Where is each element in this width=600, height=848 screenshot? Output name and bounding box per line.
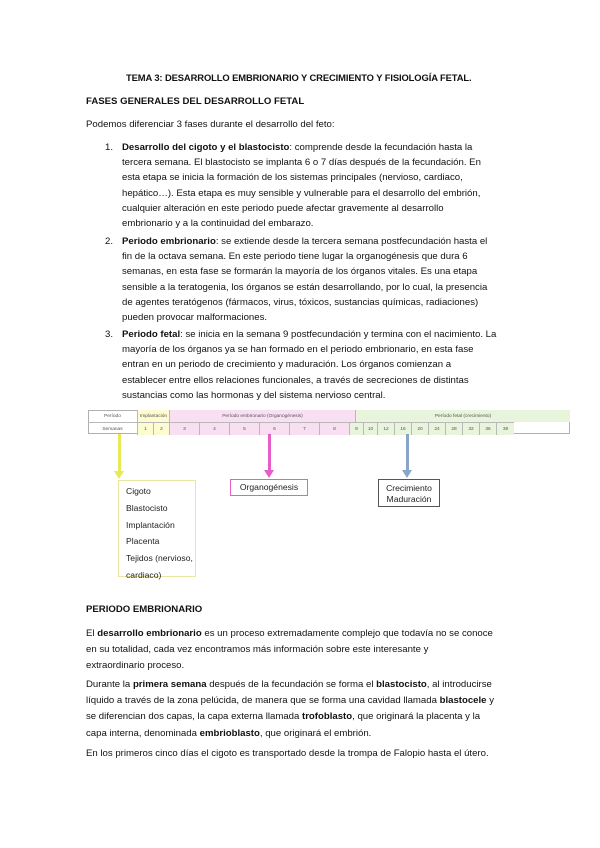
- text-run: El: [86, 628, 98, 639]
- timeline-week-cell: 1: [138, 423, 154, 435]
- text-run: después de la fecundación se forma el: [206, 679, 377, 690]
- phase-text-line: tercera semana. El blastocisto se implanta 6 o 7 días después de la fecundación. En: [122, 157, 481, 169]
- phase-text-line: embrionario y a la continuidad del embarazo.: [122, 218, 314, 230]
- intro-paragraph: Podemos diferenciar 3 fases durante el desarrollo del feto:: [86, 119, 335, 130]
- bold-term: embrioblasto: [199, 727, 260, 739]
- timeline-week-cell: 32: [463, 423, 480, 435]
- paragraph-primera-semana: [86, 677, 518, 742]
- list-number: 1.: [105, 142, 114, 153]
- timeline-week-cell: 7: [290, 423, 320, 435]
- list-number: 3.: [105, 329, 114, 340]
- section-heading-fases: FASES GENERALES DEL DESARROLLO FETAL: [86, 96, 305, 107]
- timeline-weeks-row: [88, 422, 514, 435]
- phase-text-line: : se inicia en la semana 9 postfecundación y termina con el nacimiento. La: [180, 329, 497, 340]
- timeline-implantation-cell: Implantación: [138, 410, 170, 422]
- text-run: es un proceso extremadamente complejo que todavía no se conoce: [201, 628, 493, 639]
- timeline-row-label: Semanas: [88, 423, 138, 435]
- timeline-embryonic-cell: Período embrionario (Organogénesis): [170, 410, 356, 422]
- text-run: líquido a través de la zona pelúcida, de manera que se forma una cavidad llamada: [86, 695, 440, 707]
- box-list-item: Blastocisto: [126, 502, 168, 513]
- phase-text-line: esta etapa se inicia la formación de los sistemas principales (nervioso, cardiaco,: [122, 172, 463, 184]
- phase-text-line: cualquier alteración en este periodo puede afectar gravemente al desarrollo: [122, 202, 444, 214]
- timeline-week-cell: 3: [170, 423, 200, 435]
- timeline-week-cell: 12: [378, 423, 395, 435]
- text-run: Durante la: [86, 679, 133, 690]
- timeline-week-cell: 36: [480, 423, 497, 435]
- timeline-period-row: [88, 410, 570, 422]
- box-line: Crecimiento: [386, 483, 432, 493]
- timeline-week-cell: 6: [260, 423, 290, 435]
- text-run: , que originará la placenta y la: [352, 711, 481, 723]
- timeline-week-cell: 4: [200, 423, 230, 435]
- bold-term: trofoblasto: [302, 711, 353, 723]
- list-number: 2.: [105, 236, 114, 247]
- text-run: , que originará el embrión.: [259, 727, 372, 739]
- phase-text-line: entran en un periodo de crecimiento y maduración. Los órganos comienzan a: [122, 359, 452, 371]
- timeline-week-cell: 5: [230, 423, 260, 435]
- timeline-fetal-cell: Período fetal (crecimiento): [356, 410, 570, 422]
- bold-term: blastocisto: [376, 679, 427, 690]
- timeline-week-cell: 2: [154, 423, 170, 435]
- timeline-week-cell: 10: [364, 423, 378, 435]
- phase-text-line: de agentes teratógenos (fármacos, virus, tóxicos, sustancias químicas, radiaciones): [122, 296, 479, 308]
- stages-box-left: [118, 480, 196, 580]
- section-heading-periodo: PERIODO EMBRIONARIO: [86, 604, 203, 615]
- box-list-item: cardiaco): [126, 569, 162, 580]
- timeline-week-cell: 8: [320, 423, 350, 435]
- bold-term: blastocele: [439, 695, 487, 707]
- phase-text-line: : se extiende desde la tercera semana postfecundación hasta el: [215, 236, 488, 247]
- box-list-item: Placenta: [126, 536, 160, 547]
- phase-text-line: mayoría de los órganos ya se han formado en el periodo embrionario, en esta fase: [122, 344, 474, 356]
- phase-item-1: [105, 140, 520, 231]
- phase-text-line: sustancias como las hormonas y del sistema nervioso central.: [122, 389, 386, 401]
- phase-text-line: establecer entre ellos relaciones funcionales, a través de secreciones de distintas: [122, 374, 469, 386]
- organogenesis-box: Organogénesis: [230, 479, 308, 496]
- timeline-row-label: Período: [88, 410, 138, 422]
- phase-text-line: pueden provocar malformaciones.: [122, 312, 268, 324]
- phase-term: Periodo fetal: [122, 329, 181, 340]
- development-timeline: [88, 410, 570, 434]
- phase-item-3: [105, 327, 520, 403]
- phase-text-line: fin de la octava semana. En este periodo tiene lugar la organogénesis que dura 6: [122, 251, 468, 263]
- phase-term: Desarrollo del cigoto y el blastocisto: [122, 142, 290, 153]
- timeline-week-cell: 38: [497, 423, 514, 435]
- bold-term: desarrollo embrionario: [97, 628, 202, 639]
- paragraph-transporte: En los primeros cinco días el cigoto es transportado desde la trompa de Falopio hasta el útero.: [86, 748, 489, 759]
- timeline-week-cell: 9: [350, 423, 364, 435]
- phase-text-line: : comprende desde la fecundación hasta la: [289, 142, 473, 153]
- text-line: extraordinario proceso.: [86, 660, 185, 672]
- phase-text-line: hepático…). Esta etapa es muy sensible y vulnerable para el desarrollo del embrión,: [122, 187, 481, 199]
- phase-item-2: [105, 234, 520, 325]
- timeline-week-cell: 28: [446, 423, 463, 435]
- timeline-week-cell: 16: [395, 423, 412, 435]
- box-list-item: Implantación: [126, 519, 175, 530]
- text-run: y: [486, 695, 494, 707]
- box-list-item: Cigoto: [126, 486, 151, 496]
- box-list-item: Tejidos (nervioso,: [126, 553, 193, 564]
- timeline-week-cell: 20: [412, 423, 429, 435]
- phase-text-line: sensible a la teratogenia, los órganos se están desarrollando, por lo cual, la presencia: [122, 281, 488, 293]
- text-run: se diferencian dos capas, la capa externa llamada: [86, 711, 302, 723]
- text-run: capa interna, denominada: [86, 727, 200, 739]
- page-title: TEMA 3: DESARROLLO EMBRIONARIO Y CRECIMIENTO Y FISIOLOGÍA FETAL.: [126, 72, 472, 83]
- phase-term: Periodo embrionario: [122, 236, 216, 247]
- timeline-week-cell: 24: [429, 423, 446, 435]
- box-line: Maduración: [386, 493, 432, 504]
- bold-term: primera semana: [132, 679, 207, 690]
- text-line: en su totalidad, cada vez encontramos más información sobre este interesante y: [86, 644, 429, 656]
- text-run: , al introducirse: [426, 679, 492, 690]
- paragraph-desarrollo: [86, 626, 518, 675]
- phase-text-line: semanas, en esta fase se formarán la mayoría de los órganos vitales. Es una etapa: [122, 266, 478, 278]
- growth-maturation-box: [378, 479, 440, 507]
